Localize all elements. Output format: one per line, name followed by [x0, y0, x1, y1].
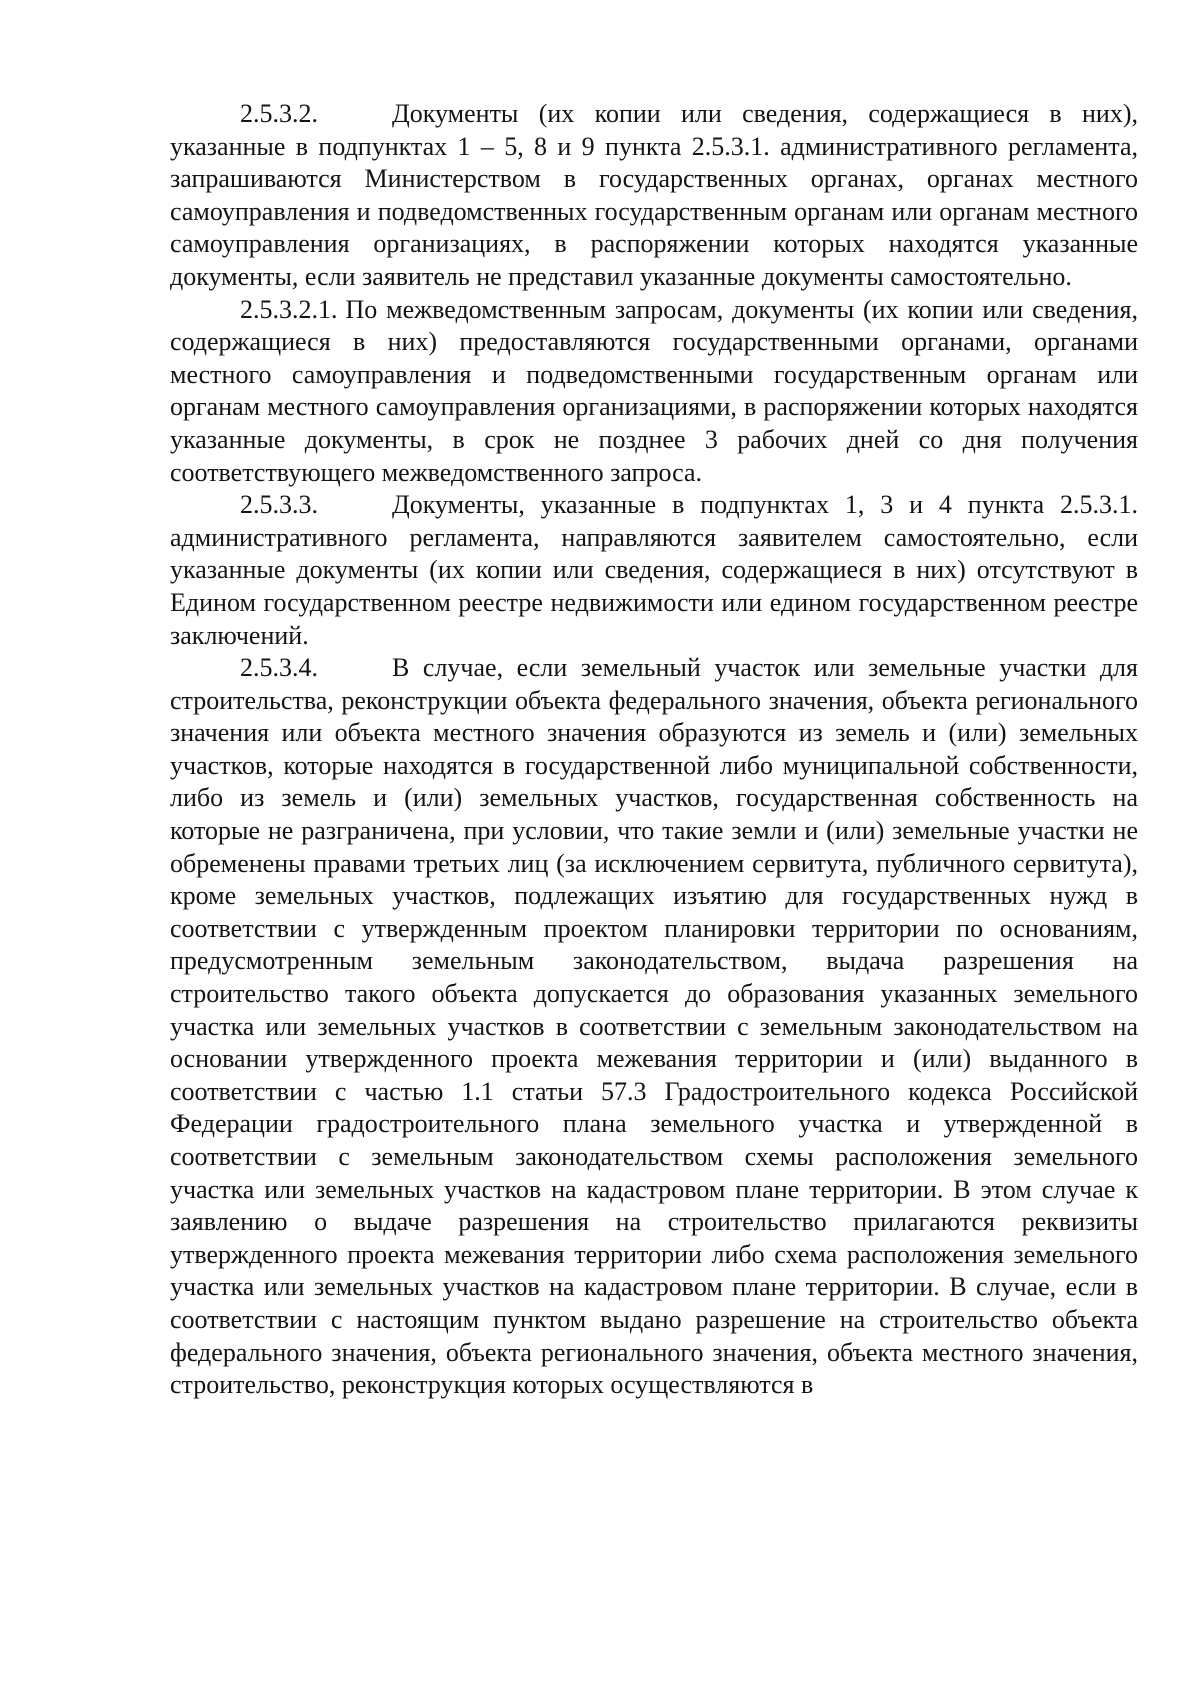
document-body [170, 98, 1138, 1402]
paragraph-2-5-3-3 [170, 489, 1138, 652]
paragraph-text: По межведомственным запросам, документы (их копии или сведения, содержащиеся в них) предоставляются государственными органами, органами местного самоуправления и подведомственными государственным органам или органам местного самоуправления организациями, в распоряжении которых находятся указанные документы, в срок не позднее 3 рабочих дней со дня получения соответствующего межведомственного запроса. [170, 294, 1138, 487]
paragraph-number: 2.5.3.4. [240, 653, 318, 683]
paragraph-number: 2.5.3.2.1. [240, 294, 338, 324]
paragraph-text: Документы, указанные в подпунктах 1, 3 и 4 пункта 2.5.3.1. административного регламента, направляются заявителем самостоятельно, если указанные документы (их копии или сведения, содержащиеся в них) отсутствуют в Едином государственном реестре недвижимости или едином государственном реестре заключений. [170, 490, 1138, 650]
paragraph-2-5-3-2-1 [170, 294, 1138, 490]
paragraph-text: Документы (их копии или сведения, содержащиеся в них), указанные в подпунктах 1 – 5, 8 и 9 пункта 2.5.3.1. административного регламента, запрашиваются Министерством в государственных органах, органах местного самоуправления и подведомственных государственным органам или органам местного самоуправления организациях, в распоряжении которых находятся указанные документы, если заявитель не представил указанные документы самостоятельно. [170, 99, 1138, 291]
paragraph-number: 2.5.3.2. [240, 99, 318, 128]
paragraph-2-5-3-4 [170, 652, 1138, 1402]
paragraph-2-5-3-2 [170, 98, 1138, 294]
paragraph-number: 2.5.3.3. [240, 490, 318, 520]
paragraph-text: В случае, если земельный участок или земельные участки для строительства, реконструкции объекта федерального значения, объекта регионального значения или объекта местного значения образуются из земель и (или) земельных участков, которые находятся в государственной либо муниципальной собственности, либо из земель и (или) земельных участков, государственная собственность на которые не разграничена, при условии, что такие земли и (или) земельные участки не обременены правами третьих лиц (за исключением сервитута, публичного сервитута), кроме земельных участков, подлежащих изъятию для государственных нужд в соответствии с утвержденным проектом планировки территории по основаниям, предусмотренным земельным законодательством, выдача разрешения на строительство такого объекта допускается до образования указанных земельного участка или земельных участков в соответствии с земельным законодательством на основании утвержденного проекта межевания территории и (или) выданного в соответствии с частью 1.1 статьи 57.3 Градостроительного кодекса Российской Федерации градостроительного плана земельного участка и утвержденной в соответствии с земельным законодательством схемы расположения земельного участка или земельных участков на кадастровом плане территории. В этом случае к заявлению о выдаче разрешения на строительство прилагаются реквизиты утвержденного проекта межевания территории либо схема расположения земельного участка или земельных участков на кадастровом плане территории. В случае, если в соответствии с настоящим пунктом выдано разрешение на строительство объекта федерального значения, объекта регионального значения, объекта местного значения, строительство, реконструкция которых осуществляются в [170, 653, 1138, 1400]
